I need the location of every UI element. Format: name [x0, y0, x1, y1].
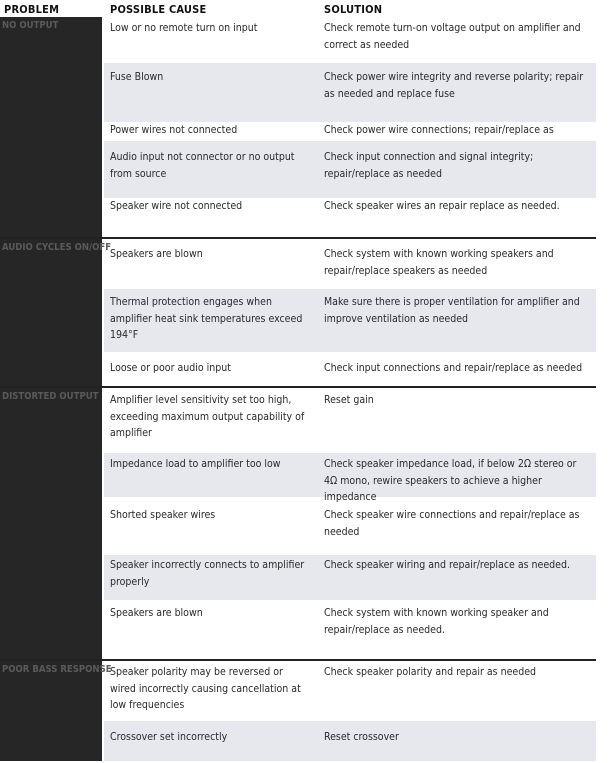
table-row [104, 63, 596, 122]
cause-cell: Speaker wire not connected [110, 200, 243, 212]
cause-cell: Audio input not connector or no output from source [110, 151, 295, 180]
table-row [104, 555, 596, 600]
header-problem: PROBLEM [4, 3, 60, 16]
solution-cell: Check system with known working speakers and repair/replace speakers as needed [324, 248, 554, 277]
header-solution: SOLUTION [324, 3, 383, 16]
solution-cell: Reset gain [324, 394, 374, 406]
solution-cell: Check speaker polarity and repair as needed [324, 666, 537, 678]
table-row [104, 453, 596, 503]
cause-cell: Thermal protection engages when amplifier heat sink temperatures exceed 194°F [110, 296, 303, 341]
cause-cell: Amplifier level sensitivity set too high, exceeding maximum output capability of amplifier [110, 394, 305, 439]
cause-cell: Impedance load to amplifier too low [110, 458, 281, 470]
solution-cell: Check power wire connections; repair/replace as [324, 124, 554, 136]
solution-cell: Check speaker wires an repair replace as needed. [324, 200, 560, 212]
table-row [104, 600, 596, 659]
problem-cell [0, 17, 102, 237]
section-poor-bass-response [0, 661, 596, 761]
cause-cell: Shorted speaker wires [110, 509, 216, 521]
header-possible-cause: POSSIBLE CAUSE [110, 3, 207, 16]
table-row [104, 352, 596, 386]
cause-cell: Loose or poor audio input [110, 362, 231, 374]
problem-label: NO OUTPUT [2, 20, 59, 31]
table-row [104, 141, 596, 198]
problem-cell [0, 661, 112, 761]
solution-cell: Check power wire integrity and reverse polarity; repair as needed and replace fuse [324, 71, 584, 100]
cause-cell: Speakers are blown [110, 607, 203, 619]
table-row [104, 721, 596, 761]
solution-cell: Check speaker wiring and repair/replace as needed. [324, 559, 570, 571]
cause-cell: Speakers are blown [110, 248, 203, 260]
solution-cell: Check input connection and signal integrity; repair/replace as needed [324, 151, 534, 180]
solution-cell: Check input connections and repair/replace as needed [324, 362, 583, 374]
cause-cell: Crossover set incorrectly [110, 731, 228, 743]
table-row [104, 17, 596, 63]
problem-label: POOR BASS RESPONSE [2, 664, 112, 675]
table-row [104, 661, 596, 721]
cause-cell: Speaker incorrectly connects to amplifier properly [110, 559, 305, 588]
solution-cell: Reset crossover [324, 731, 399, 743]
cause-cell: Low or no remote turn on input [110, 22, 258, 34]
solution-cell: Check system with known working speaker and repair/replace as needed. [324, 607, 549, 636]
section-no-output [0, 17, 596, 237]
table-row [104, 497, 596, 555]
table-row [104, 239, 596, 289]
problem-cell [0, 388, 102, 659]
solution-cell: Check speaker wire connections and repair/replace as needed [324, 509, 580, 538]
table-row [104, 289, 596, 352]
cause-cell: Power wires not connected [110, 124, 238, 136]
cause-cell: Speaker polarity may be reversed or wired incorrectly causing cancellation at low frequencies [110, 666, 301, 711]
solution-cell: Check remote turn-on voltage output on amplifier and correct as needed [324, 22, 581, 51]
table-row [104, 198, 596, 237]
cause-cell: Fuse Blown [110, 71, 164, 83]
problem-cell [0, 239, 112, 386]
solution-cell: Check speaker impedance load, if below 2Ω stereo or 4Ω mono, rewire speakers to achieve a higher impedance [324, 458, 577, 503]
problem-label: DISTORTED OUTPUT [2, 391, 99, 402]
solution-cell: Make sure there is proper ventilation for amplifier and improve ventilation as needed [324, 296, 580, 325]
section-distorted-output [0, 388, 596, 659]
problem-label: AUDIO CYCLES ON/OFF [2, 242, 112, 253]
table-row [104, 388, 596, 453]
section-audio-cycles [0, 239, 596, 386]
